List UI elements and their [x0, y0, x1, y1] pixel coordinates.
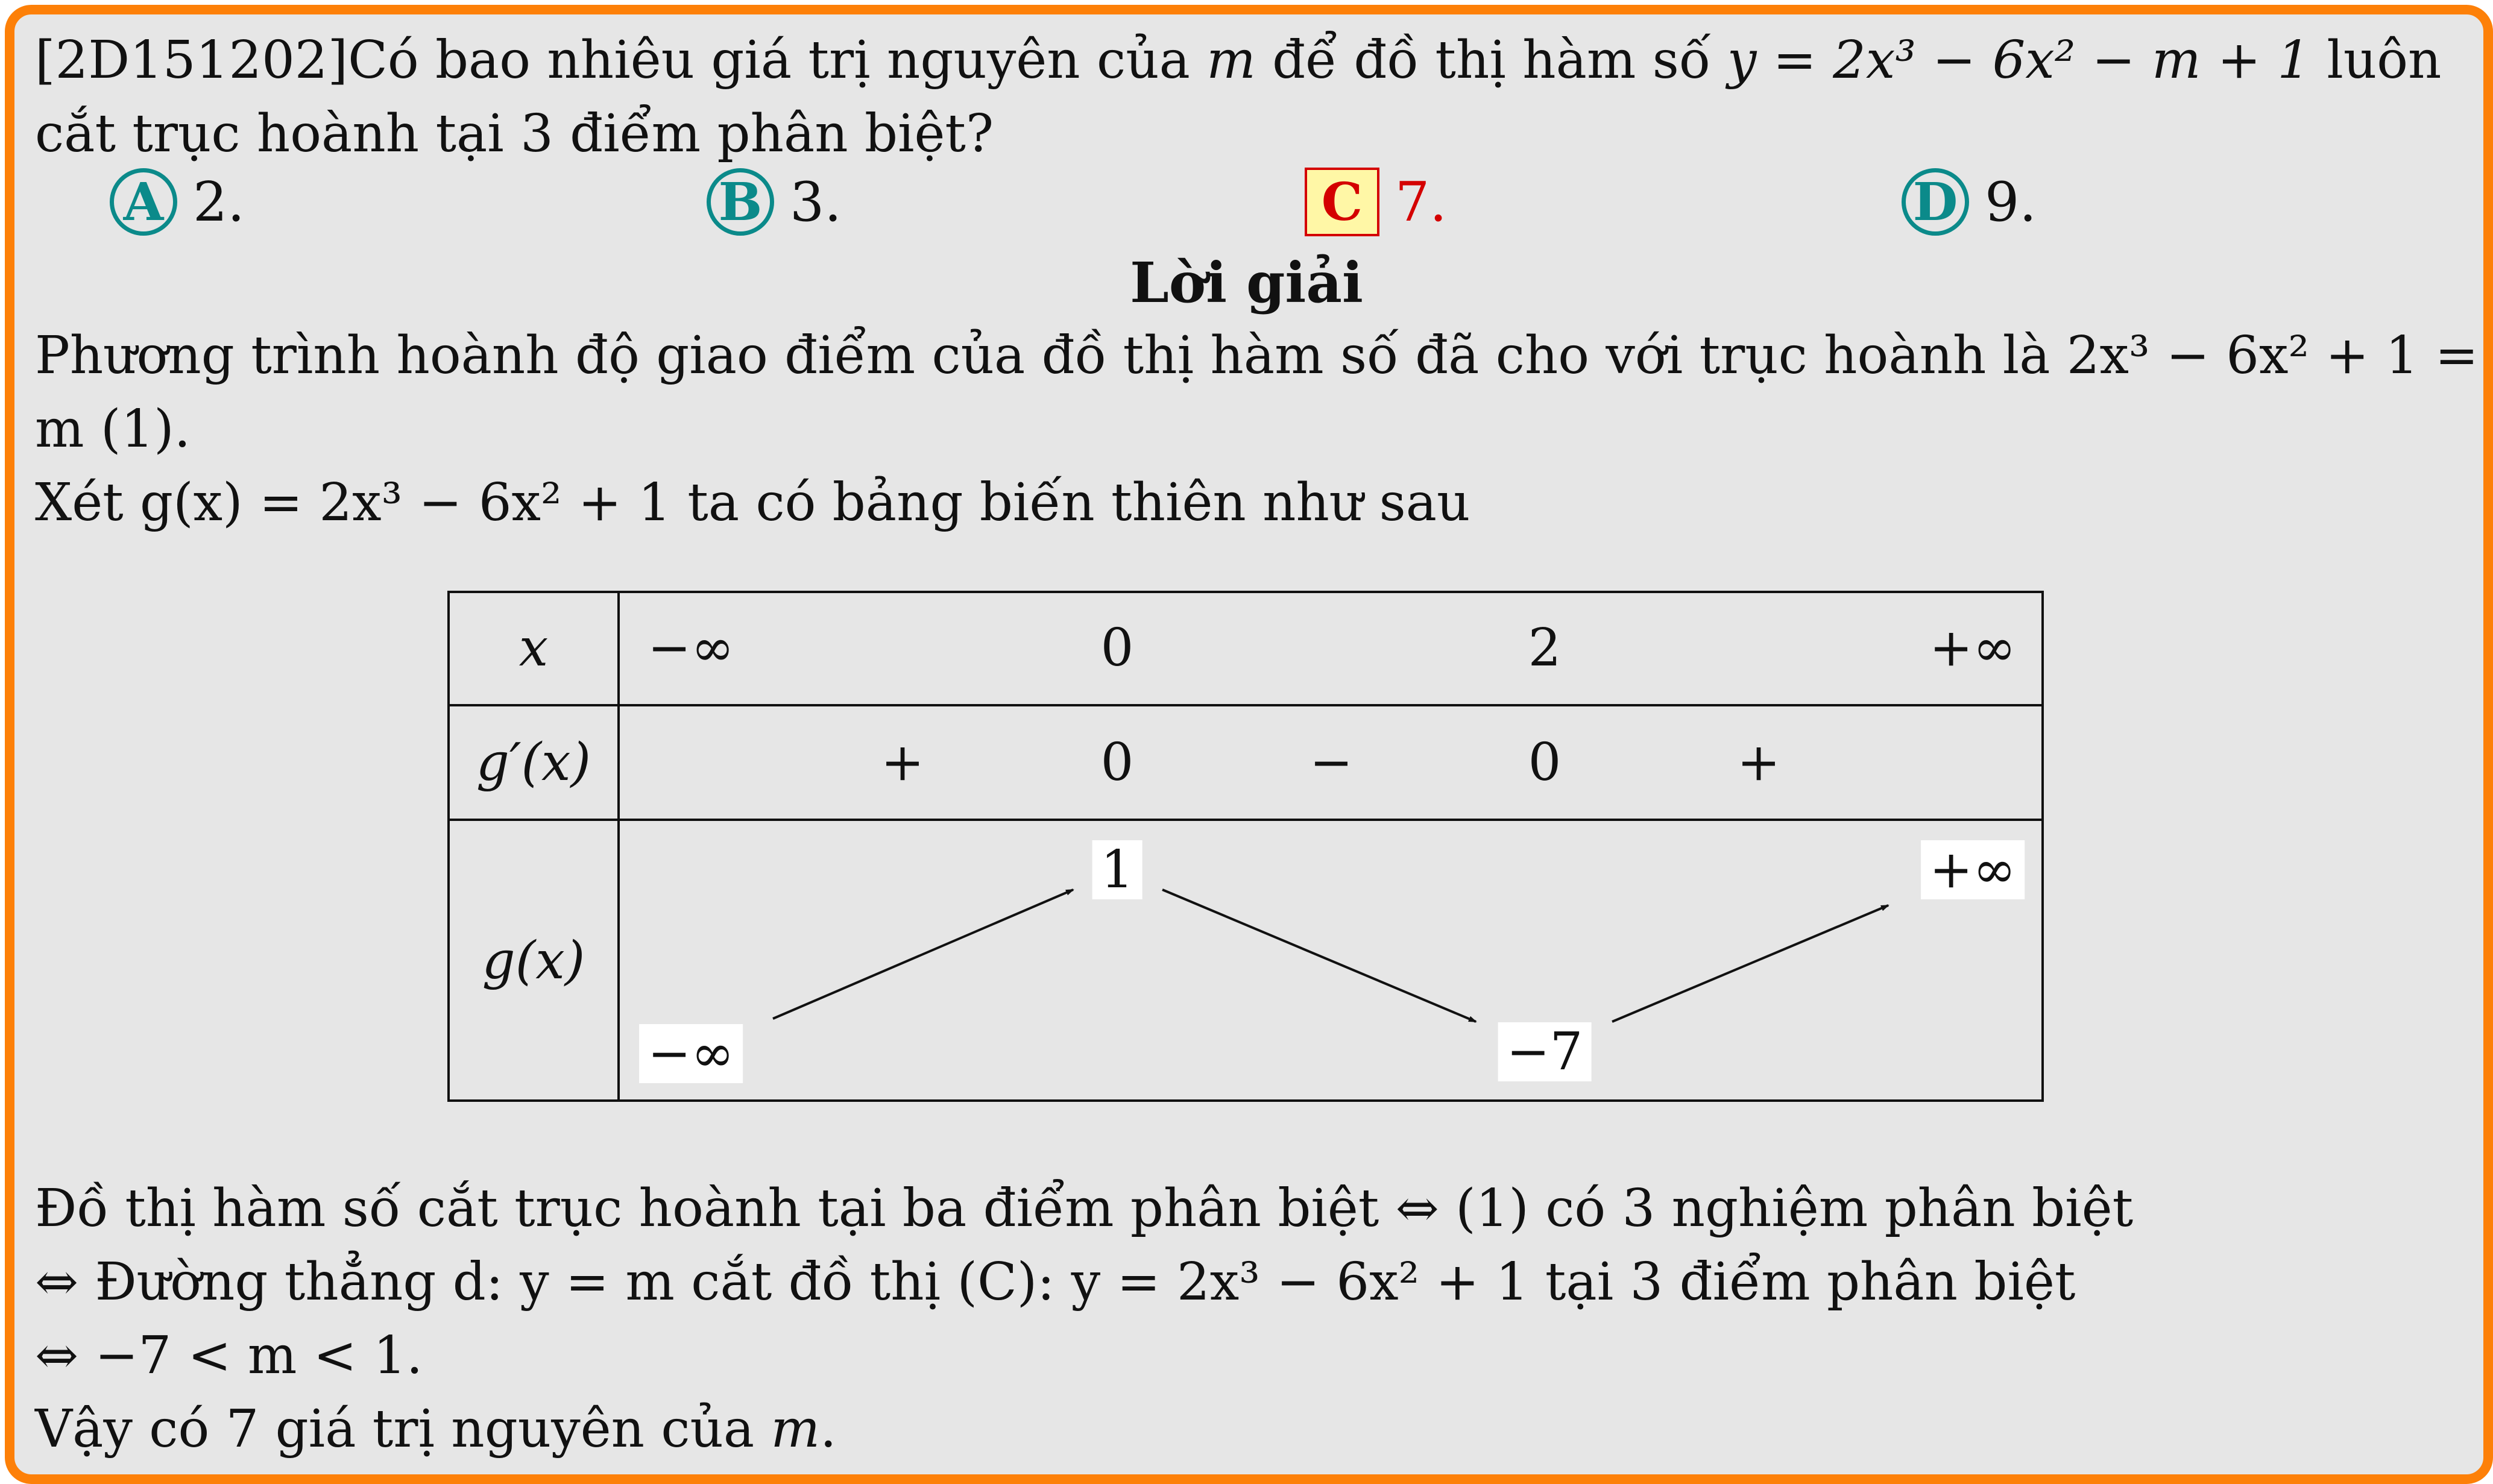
choice-c[interactable] [1305, 163, 1447, 241]
increasing-arrow-2 [1612, 905, 1888, 1022]
x-value-0: 0 [1100, 618, 1134, 678]
row-label-function: g(x) [482, 931, 585, 991]
choice-c-value: 7. [1395, 170, 1447, 234]
solution-heading: Lời giải [1130, 250, 1363, 315]
choice-b-value: 3. [790, 170, 842, 234]
question-line-2: cắt trục hoành tại 3 điểm phân biệt? [35, 104, 994, 164]
row-label-x: x [518, 618, 549, 678]
x-value-2: 2 [1528, 618, 1562, 678]
choice-a-value: 2. [193, 170, 245, 234]
solution-paragraph-1-line-1: Phương trình hoành độ giao điểm của đồ thị hàm số đã cho với trục hoành là 2x³ − 6x² + 1 = [35, 325, 2479, 386]
derivative-sign-2: − [1309, 732, 1354, 793]
derivative-sign-3: + [1736, 732, 1781, 793]
variable-m: m [771, 1399, 821, 1459]
question-text: để đồ thị hàm số [1255, 30, 1727, 90]
choice-d-letter: D [1902, 168, 1969, 236]
solution-paragraph-3: Đồ thị hàm số cắt trục hoành tại ba điểm phân biệt ⇔ (1) có 3 nghiệm phân biệt [35, 1178, 2134, 1239]
conclusion-period: . [820, 1399, 837, 1459]
choice-a-letter: A [110, 168, 177, 236]
g-value-max: 1 [1092, 840, 1142, 899]
decreasing-arrow [1162, 890, 1476, 1022]
question-text: luôn [2310, 30, 2442, 90]
solution-paragraph-5: ⇔ −7 < m < 1. [35, 1325, 423, 1386]
variable-m: m [1206, 30, 1256, 90]
derivative-zero-2: 0 [1528, 732, 1562, 793]
g-value-pos-inf: +∞ [1921, 840, 2025, 899]
row-label-derivative: g′(x) [476, 732, 591, 793]
x-value-neg-inf: −∞ [648, 618, 734, 678]
derivative-sign-1: + [880, 732, 925, 793]
conclusion-text: Vậy có 7 giá trị nguyên của [35, 1399, 771, 1459]
choice-b[interactable] [707, 163, 842, 241]
increasing-arrow-1 [773, 890, 1073, 1019]
g-value-neg-inf: −∞ [639, 1024, 743, 1083]
solution-paragraph-1-line-2: m (1). [35, 399, 191, 459]
choice-b-letter: B [707, 168, 774, 236]
choice-d-value: 9. [1985, 170, 2037, 234]
solution-paragraph-2: Xét g(x) = 2x³ − 6x² + 1 ta có bảng biến thiên như sau [35, 473, 1470, 533]
variation-table [447, 591, 2044, 1102]
question-text: [2D151202]Có bao nhiêu giá trị nguyên của [35, 30, 1207, 90]
g-value-min: −7 [1498, 1022, 1592, 1081]
choice-a[interactable] [110, 163, 245, 241]
derivative-zero-1: 0 [1100, 732, 1134, 793]
solution-conclusion [35, 1399, 836, 1459]
question-line-1 [35, 30, 2441, 90]
x-value-pos-inf: +∞ [1929, 618, 2016, 678]
function-equation: y = 2x³ − 6x² − m + 1 [1727, 30, 2310, 90]
choice-d[interactable] [1902, 163, 2037, 241]
solution-paragraph-4: ⇔ Đường thẳng d: y = m cắt đồ thị (C): y = 2x³ − 6x² + 1 tại 3 điểm phân biệt [35, 1252, 2076, 1312]
choice-c-letter: C [1305, 168, 1379, 236]
